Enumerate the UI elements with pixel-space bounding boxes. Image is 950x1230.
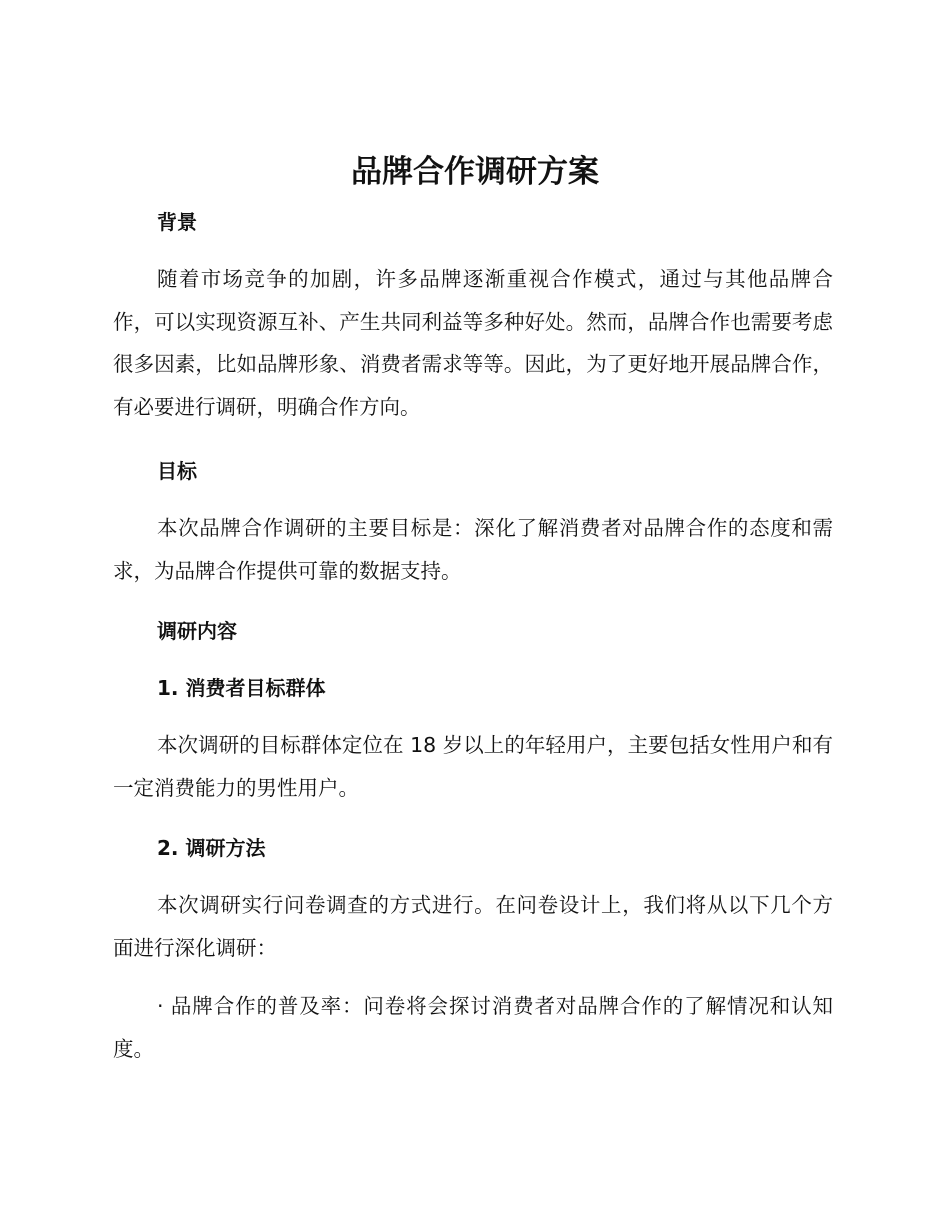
section-heading-goal: 目标	[157, 459, 197, 483]
section-heading-background: 背景	[157, 210, 197, 234]
subsection-heading-target-group: 1. 消费者目标群体	[157, 676, 326, 700]
section-heading-content: 调研内容	[157, 619, 237, 643]
paragraph-target-group: 本次调研的目标群体定位在 18 岁以上的年轻用户，主要包括女性用户和有一定消费能力的男性用户。	[113, 733, 833, 800]
document-title: 品牌合作调研方案	[351, 154, 599, 190]
subsection-heading-method: 2. 调研方法	[157, 836, 266, 860]
paragraph-background: 随着市场竞争的加剧，许多品牌逐渐重视合作模式，通过与其他品牌合作，可以实现资源互补、产生共同利益等多种好处。然而，品牌合作也需要考虑很多因素，比如品牌形象、消费者需求等等。因此，为了更好地开展品牌合作，有必要进行调研，明确合作方向。	[113, 267, 833, 419]
bullet-item-popularity: · 品牌合作的普及率：问卷将会探讨消费者对品牌合作的了解情况和认知度。	[113, 994, 833, 1061]
paragraph-goal: 本次品牌合作调研的主要目标是：深化了解消费者对品牌合作的态度和需求，为品牌合作提供可靠的数据支持。	[113, 516, 833, 583]
paragraph-method: 本次调研实行问卷调查的方式进行。在问卷设计上，我们将从以下几个方面进行深化调研：	[113, 893, 833, 960]
